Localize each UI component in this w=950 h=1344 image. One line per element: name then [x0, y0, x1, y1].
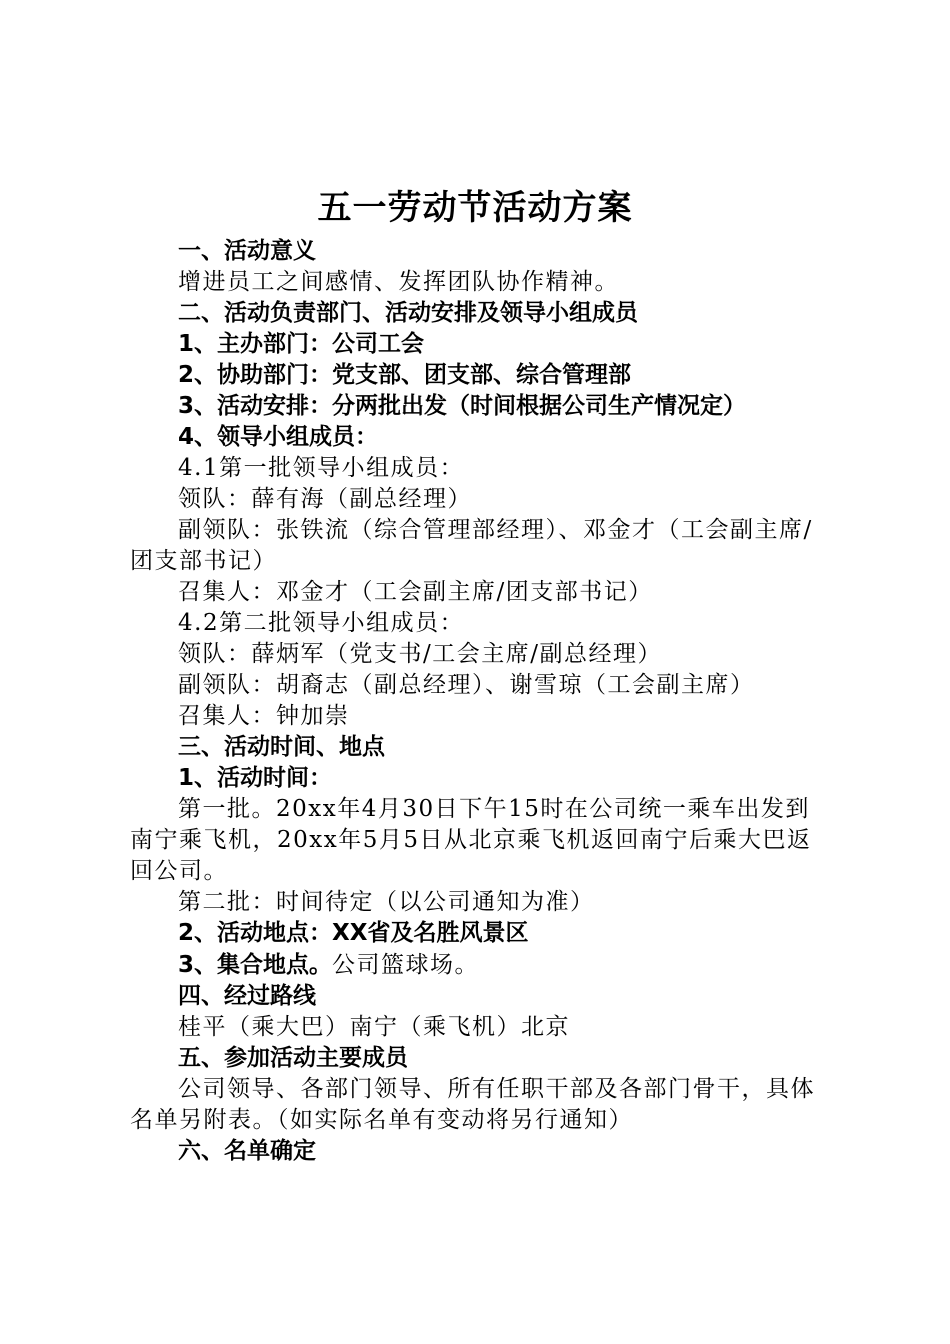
- paragraph-route: 桂平（乘大巴）南宁（乘飞机）北京: [178, 1014, 570, 1040]
- item-assisting-departments: 2、协助部门：党支部、团支部、综合管理部: [178, 362, 632, 388]
- assembly-point-value: 公司篮球场。: [332, 952, 480, 978]
- second-batch-deputy-leaders: 副领队：胡裔志（副总经理）、谢雪琼（工会副主席）: [178, 672, 755, 698]
- paragraph-participants: 公司领导、各部门领导、所有任职干部及各部门骨干，具体名单另附表。（如实际名单有变动将另行通知）: [130, 1076, 815, 1133]
- item-leadership-group: 4、领导小组成员：: [178, 424, 379, 450]
- second-batch-leader: 领队：薛炳军（党支书/工会主席/副总经理）: [178, 641, 662, 667]
- document-title: 五一劳动节活动方案: [317, 188, 633, 228]
- item-assembly-point: [130, 949, 830, 981]
- paragraph-first-batch-time: 第一批。20xx年4月30日下午15时在公司统一乘车出发到南宁乘飞机，20xx年5月5日从北京乘飞机返回南宁后乘大巴返回公司。: [130, 796, 812, 884]
- item-activity-time: 1、活动时间：: [178, 765, 333, 791]
- section-heading-6: 六、名单确定: [178, 1138, 316, 1164]
- first-batch-convener: 召集人：邓金才（工会副主席/团支部书记）: [178, 579, 653, 605]
- first-batch-leader: 领队：薛有海（副总经理）: [178, 486, 472, 512]
- item-schedule: 3、活动安排：分两批出发（时间根据公司生产情况定）: [178, 393, 747, 419]
- item-activity-location: 2、活动地点：XX省及名胜风景区: [178, 920, 529, 946]
- item-organizer: 1、主办部门：公司工会: [178, 331, 425, 357]
- subitem-first-batch: 4.1第一批领导小组成员：: [178, 455, 465, 481]
- section-heading-5: 五、参加活动主要成员: [178, 1045, 408, 1071]
- assembly-point-label: 3、集合地点。: [178, 952, 333, 978]
- paragraph-second-batch-time: 第二批：时间待定（以公司通知为准）: [178, 889, 595, 915]
- document-body: [130, 236, 830, 1167]
- second-batch-convener: 召集人：钟加崇: [178, 703, 350, 729]
- subitem-second-batch: 4.2第二批领导小组成员：: [178, 610, 465, 636]
- section-heading-2: 二、活动负责部门、活动安排及领导小组成员: [178, 300, 638, 326]
- section-heading-1: 一、活动意义: [178, 238, 316, 264]
- paragraph-purpose: 增进员工之间感情、发挥团队协作精神。: [178, 269, 619, 295]
- section-heading-4: 四、经过路线: [178, 983, 316, 1009]
- section-heading-3: 三、活动时间、地点: [178, 734, 385, 760]
- first-batch-deputy-leaders: 副领队：张铁流（综合管理部经理）、邓金才（工会副主席/团支部书记）: [130, 517, 813, 574]
